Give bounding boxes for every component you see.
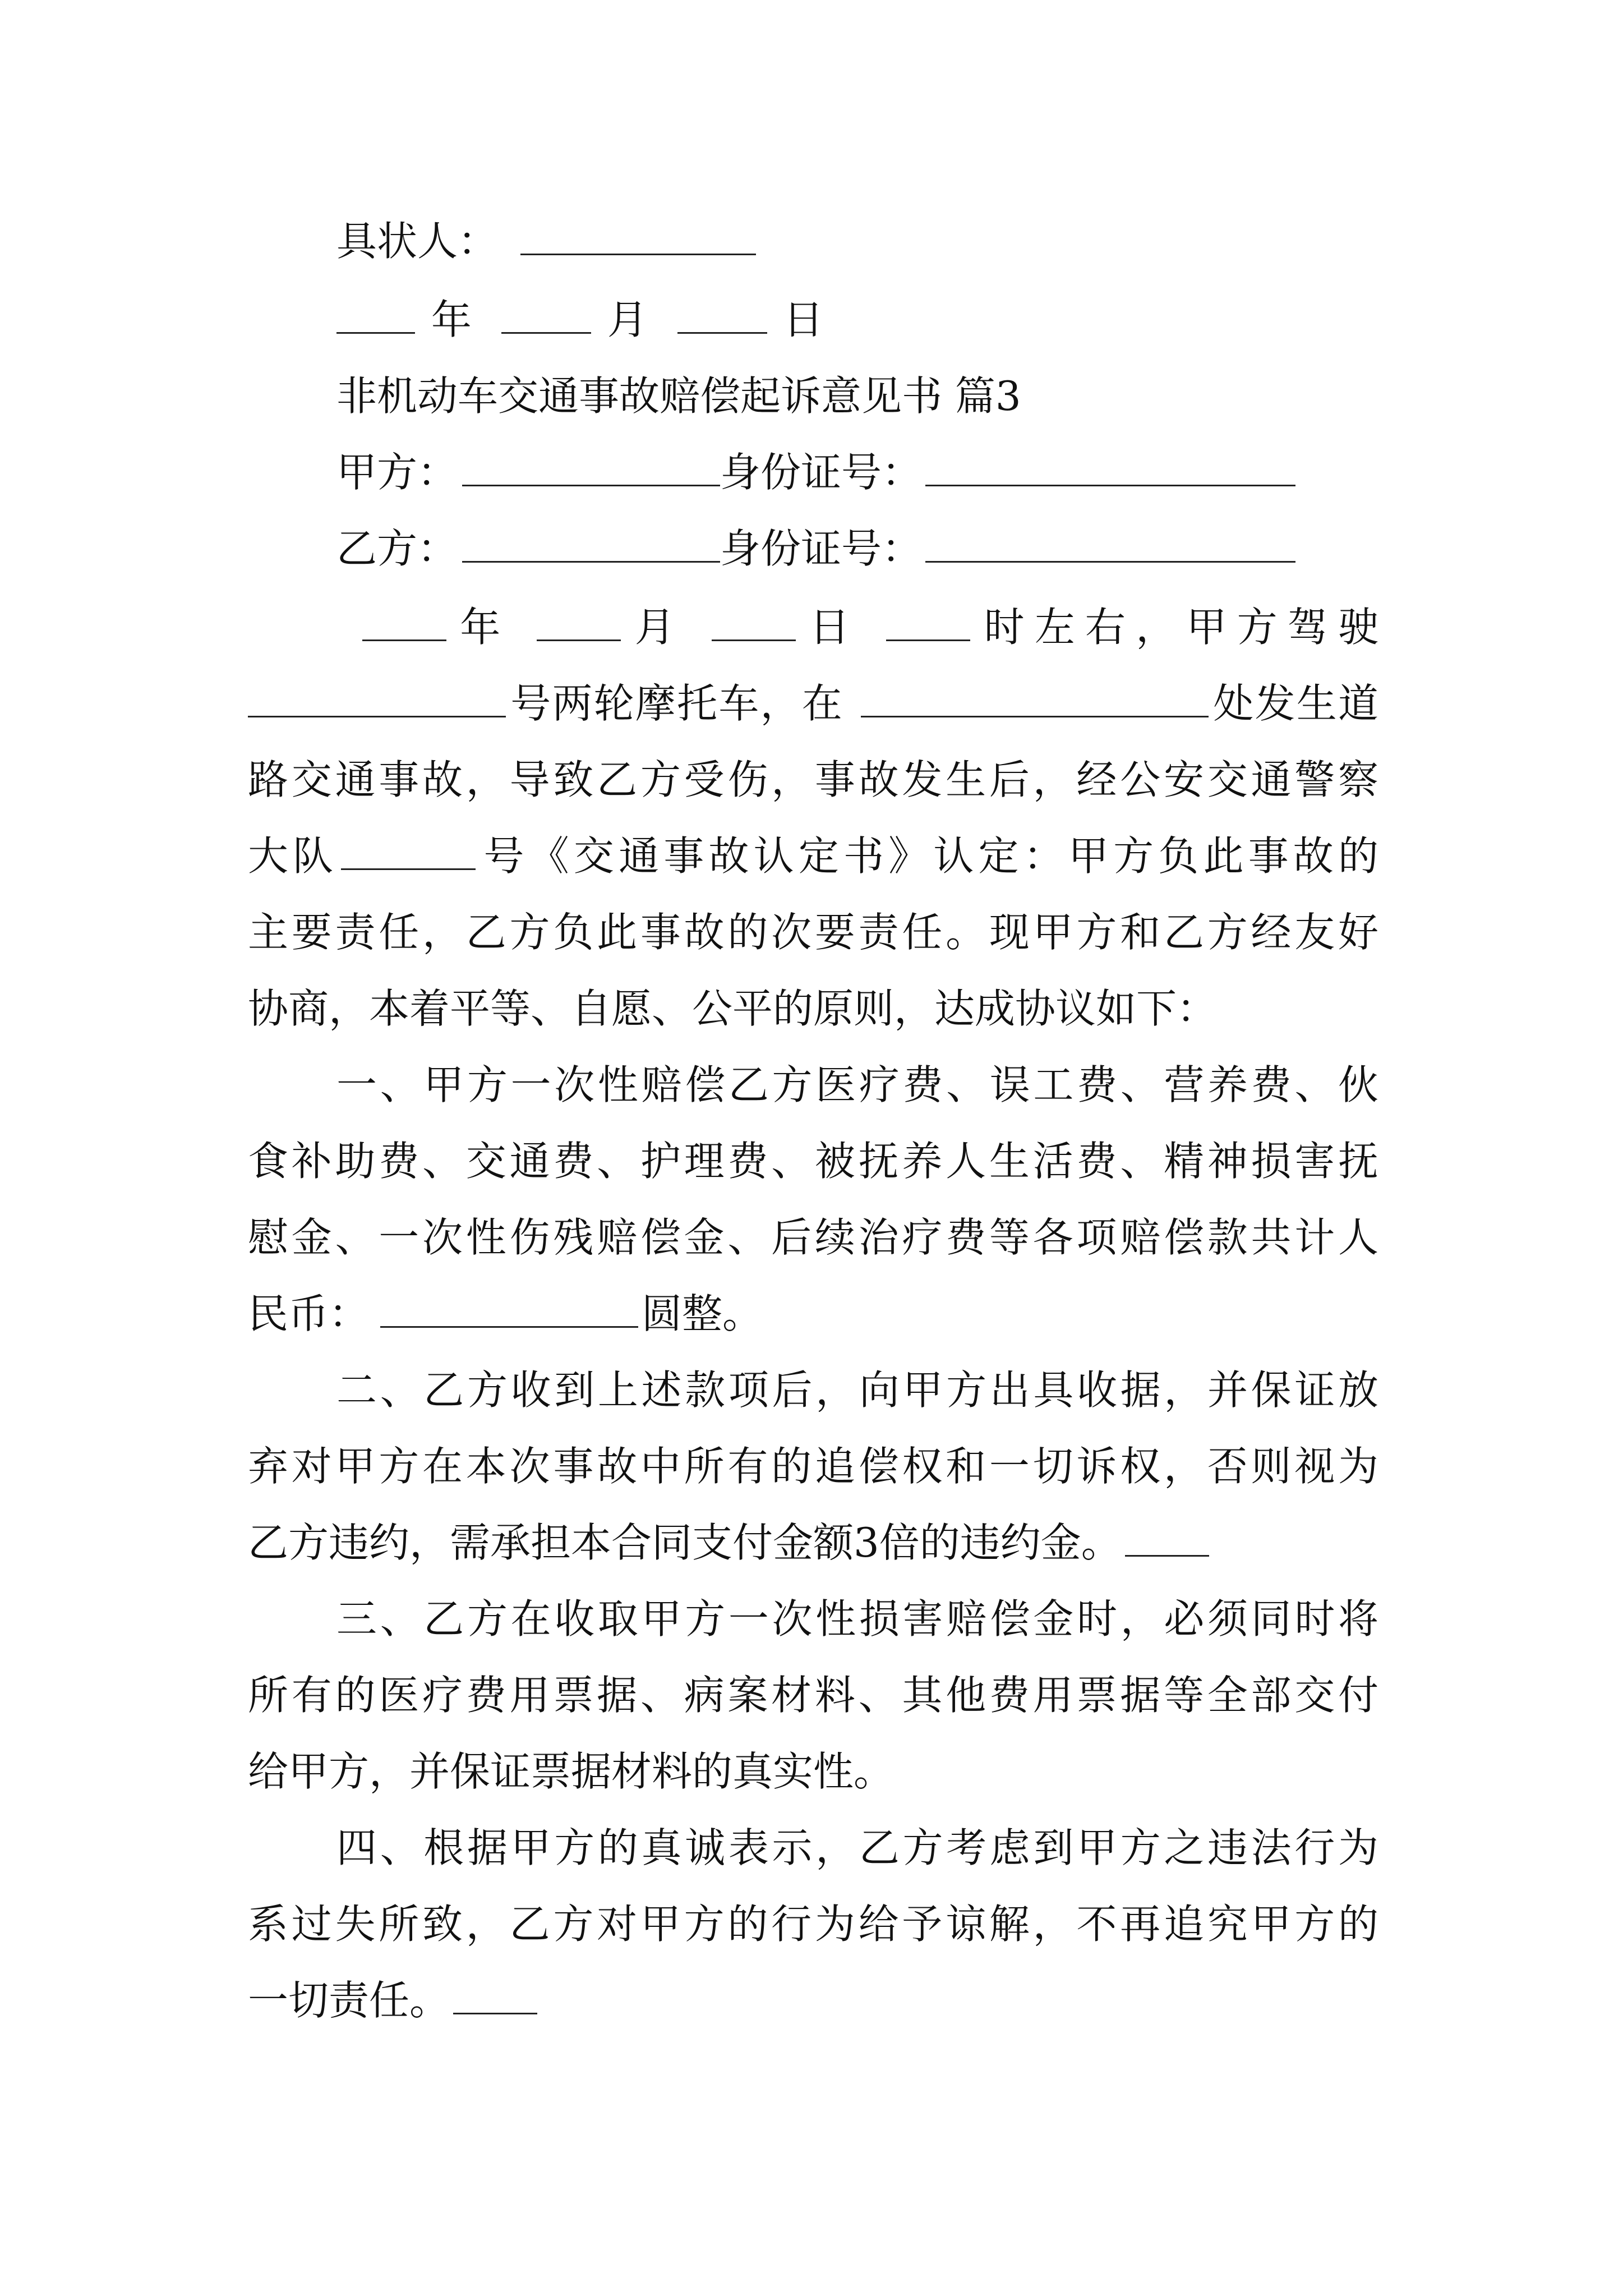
- clause3-line-3: 给甲方，并保证票据材料的真实性。: [248, 1748, 895, 1795]
- signer-line: [336, 213, 759, 269]
- year-blank: [336, 296, 415, 334]
- incident-year-label: 年: [450, 604, 511, 651]
- month-blank: [501, 296, 591, 334]
- party-b-id-label: 身份证号：: [720, 525, 923, 572]
- clause4-line-3: [248, 1972, 541, 2028]
- incident-line-1: [359, 599, 1378, 655]
- signer-label: 具状人：: [336, 218, 499, 265]
- clause4-trailing-blank: [453, 1977, 537, 2014]
- report-number-blank: [341, 832, 476, 870]
- rmb-label: 民币：: [248, 1290, 370, 1337]
- section-title: 非机动车交通事故赔偿起诉意见书 篇3: [336, 372, 1021, 420]
- party-b-label: 乙方：: [336, 525, 458, 572]
- clause1-line-3: 慰金、一次性伤残赔偿金、后续治疗费等各项赔偿款共计人: [248, 1214, 1378, 1261]
- incident-month-label: 月: [624, 604, 685, 651]
- party-a-line: [336, 444, 1299, 500]
- location-blank: [861, 680, 1209, 717]
- incident-line-3: 路交通事故，导致乙方受伤，事故发生后，经公安交通警察: [248, 756, 1378, 803]
- location-text: 处发生道: [1212, 680, 1378, 727]
- incident-time-text: 时左右，甲方驾驶: [974, 604, 1378, 651]
- incident-line-4: [248, 828, 1378, 884]
- incident-year-blank: [362, 604, 446, 641]
- amount-blank: [380, 1290, 638, 1328]
- clause4-line-2: 系过失所致，乙方对甲方的行为给予谅解，不再追究甲方的: [248, 1901, 1378, 1948]
- clause2-line-1: 二、乙方收到上述款项后，向甲方出具收据，并保证放: [336, 1366, 1378, 1414]
- incident-line-5: 主要责任，乙方负此事故的次要责任。现甲方和乙方经友好: [248, 909, 1378, 956]
- clause2-trailing-blank: [1125, 1519, 1209, 1557]
- date-line: [336, 292, 824, 348]
- brigade-text: 大队: [248, 832, 338, 880]
- signer-blank: [520, 218, 756, 255]
- party-a-id-blank: [925, 449, 1295, 486]
- incident-day-label: 日: [799, 604, 860, 651]
- clause4-line-1: 四、根据甲方的真诚表示，乙方考虑到甲方之违法行为: [336, 1824, 1378, 1871]
- party-b-line: [336, 521, 1299, 577]
- vehicle-plate-blank: [248, 680, 506, 717]
- incident-day-blank: [712, 604, 796, 641]
- month-label: 月: [607, 296, 648, 343]
- year-label: 年: [431, 296, 472, 343]
- clause1-line-2: 食补助费、交通费、护理费、被抚养人生活费、精神损害抚: [248, 1138, 1378, 1185]
- incident-line-2: [248, 675, 1378, 731]
- party-b-id-blank: [925, 525, 1295, 563]
- clause2-line-2: 弃对甲方在本次事故中所有的追偿权和一切诉权，否则视为: [248, 1443, 1378, 1490]
- party-a-name-blank: [462, 449, 720, 486]
- day-label: 日: [783, 296, 824, 343]
- party-b-name-blank: [462, 525, 720, 563]
- clause4-line-3-text: 一切责任。: [248, 1977, 450, 2024]
- incident-hour-blank: [886, 604, 970, 641]
- party-a-label: 甲方：: [336, 449, 458, 496]
- report-text: 号《交通事故认定书》认定：甲方负此事故的: [479, 832, 1378, 880]
- clause3-line-2: 所有的医疗费用票据、病案材料、其他费用票据等全部交付: [248, 1672, 1378, 1719]
- clause1-line-1: 一、甲方一次性赔偿乙方医疗费、误工费、营养费、伙: [336, 1061, 1378, 1108]
- incident-month-blank: [537, 604, 621, 641]
- party-a-id-label: 身份证号：: [720, 449, 923, 496]
- clause2-line-3-text: 乙方违约，需承担本合同支付金额3倍的违约金。: [248, 1519, 1122, 1566]
- amount-suffix: 圆整。: [642, 1290, 763, 1337]
- vehicle-text: 号两轮摩托车，在: [509, 680, 843, 727]
- clause2-line-3: [248, 1515, 1212, 1571]
- incident-line-6: 协商，本着平等、自愿、公平的原则，达成协议如下：: [248, 985, 1218, 1032]
- clause3-line-1: 三、乙方在收取甲方一次性损害赔偿金时，必须同时将: [336, 1595, 1378, 1642]
- clause1-line-4: [248, 1286, 763, 1342]
- day-blank: [677, 296, 767, 334]
